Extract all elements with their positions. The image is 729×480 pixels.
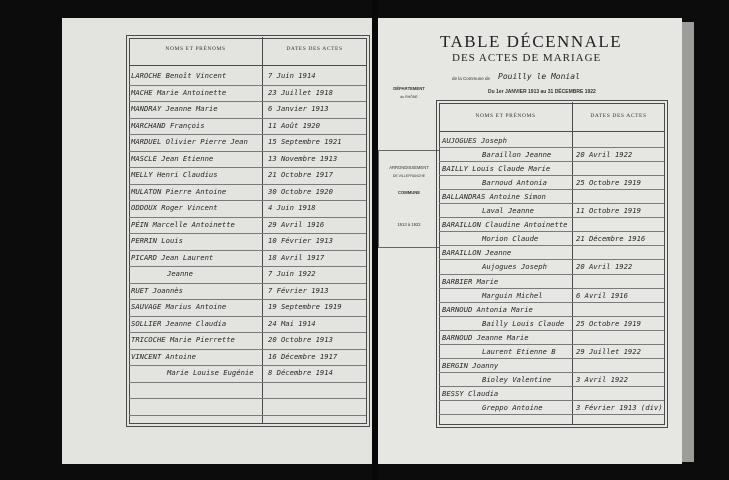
period: Du 1er JANVIER 1913 au 31 DÉCEMBRE 1922 xyxy=(488,89,596,95)
entry-date: 4 Juin 1918 xyxy=(268,203,316,212)
ruled-line xyxy=(129,398,366,399)
ruled-line xyxy=(439,386,664,387)
ruled-line xyxy=(129,217,366,218)
entry-name: BARBIER Marie xyxy=(442,276,499,286)
entry-name: MARCHAND François xyxy=(131,120,205,130)
entry-name: Greppo Antoine xyxy=(482,402,543,412)
entry-name: MANDRAY Jeanne Marie xyxy=(131,104,218,113)
entry-date: 19 Septembre 1919 xyxy=(268,302,342,311)
entry-date: 13 Novembre 1913 xyxy=(268,153,338,163)
entry-date: 24 Mai 1914 xyxy=(268,318,316,328)
entry-name: ODDOUX Roger Vincent xyxy=(131,203,218,212)
ruled-line xyxy=(439,203,664,204)
right-header-dates: DATES DES ACTES xyxy=(590,113,647,119)
department-sub: du RHÔNE xyxy=(400,95,418,99)
entry-name: Morion Claude xyxy=(482,234,539,244)
ruled-line xyxy=(129,365,366,366)
entry-date: 20 Octobre 1913 xyxy=(268,335,333,344)
entry-name: BARAILLON Jeanne xyxy=(442,248,512,258)
entry-date: 30 Octobre 1920 xyxy=(268,186,333,196)
entry-name: PERRIN Louis xyxy=(131,236,183,245)
right-column-divider xyxy=(572,102,573,424)
page-subtitle: DES ACTES DE MARIAGE xyxy=(452,52,602,64)
ruled-line xyxy=(129,101,366,102)
entry-name: SAUVAGE Marius Antoine xyxy=(131,302,227,311)
entry-date: 21 Décembre 1916 xyxy=(576,234,646,244)
entry-date: 21 Octobre 1917 xyxy=(268,170,333,179)
entry-name: Bailly Louis Claude xyxy=(482,318,565,328)
ruled-line xyxy=(439,274,664,275)
entry-name: MARDUEL Olivier Pierre Jean xyxy=(131,137,248,146)
ruled-line xyxy=(439,358,664,359)
commune-prefix: de la Commune de xyxy=(452,76,491,81)
ruled-line xyxy=(439,414,664,415)
entry-date: 25 Octobre 1919 xyxy=(576,318,641,328)
entry-name: MACHE Marie Antoinette xyxy=(131,87,227,97)
ruled-line xyxy=(439,288,664,289)
entry-date: 16 Décembre 1917 xyxy=(268,351,338,361)
entry-date: 20 Avril 1922 xyxy=(576,262,633,272)
ruled-line xyxy=(129,349,366,350)
entry-name: Jeanne xyxy=(167,269,193,278)
entry-name: PÉIN Marcelle Antoinette xyxy=(131,219,235,229)
entry-date: 7 Février 1913 xyxy=(268,285,329,295)
ruled-line xyxy=(129,134,366,135)
entry-date: 7 Juin 1914 xyxy=(268,71,316,80)
ruled-line xyxy=(129,332,366,333)
ruled-line xyxy=(439,189,664,190)
ruled-line xyxy=(129,200,366,201)
ruled-line xyxy=(129,382,366,383)
entry-date: 18 Avril 1917 xyxy=(268,252,325,262)
ruled-line xyxy=(439,231,664,232)
right-table-frame xyxy=(436,100,668,428)
entry-date: 25 Octobre 1919 xyxy=(576,178,641,188)
entry-name: Aujogues Joseph xyxy=(482,262,547,272)
entry-name: LAROCHE Benoît Vincent xyxy=(131,71,227,80)
entry-date: 20 Avril 1922 xyxy=(576,150,633,160)
entry-date: 6 Janvier 1913 xyxy=(268,104,329,113)
ruled-line xyxy=(129,283,366,284)
entry-date: 29 Juillet 1922 xyxy=(576,346,641,356)
entry-name: BALLANDRAS Antoine Simon xyxy=(442,192,546,202)
entry-name: VINCENT Antoine xyxy=(131,351,196,361)
ruled-line xyxy=(439,147,664,148)
entry-name: BARNOUD Antonia Marie xyxy=(442,304,533,314)
entry-name: Laval Jeanne xyxy=(482,206,534,216)
page-title: TABLE DÉCENNALE xyxy=(440,32,623,51)
entry-date: 8 Décembre 1914 xyxy=(268,368,333,377)
entry-date: 7 Juin 1922 xyxy=(268,269,316,278)
department-label: DÉPARTEMENT xyxy=(393,86,425,91)
entry-name: PICARD Jean Laurent xyxy=(131,252,214,262)
ruled-line xyxy=(439,330,664,331)
commune-label: COMMUNE xyxy=(397,190,421,195)
years-label: 1913 à 1922 xyxy=(397,222,421,227)
ruled-line xyxy=(129,299,366,300)
entry-date: 11 Août 1920 xyxy=(268,120,320,130)
entry-name: Barnoud Antonia xyxy=(482,178,547,188)
entry-name: Marguin Michel xyxy=(482,290,543,300)
ruled-line xyxy=(129,316,366,317)
ruled-line xyxy=(439,245,664,246)
entry-name: Laurent Etienne B xyxy=(482,346,556,356)
commune-name: Pouilly le Monial xyxy=(498,72,580,81)
ruled-line xyxy=(439,400,664,401)
entry-date: 3 Avril 1922 xyxy=(576,374,628,384)
entry-name: RUET Joannès xyxy=(131,285,183,295)
page-edge xyxy=(682,22,694,462)
entry-name: Bioley Valentine xyxy=(482,374,552,384)
ruled-line xyxy=(129,118,366,119)
ruled-line xyxy=(129,184,366,185)
entry-name: BAILLY Louis Claude Marie xyxy=(442,164,551,174)
entry-name: TRICOCHE Marie Pierrette xyxy=(131,335,235,344)
entry-date: 23 Juillet 1918 xyxy=(268,87,333,97)
entry-date: 6 Avril 1916 xyxy=(576,290,628,300)
entry-name: SOLLIER Jeanne Claudia xyxy=(131,318,227,328)
entry-name: BESSY Claudia xyxy=(442,388,499,398)
entry-name: Baraillon Jeanne xyxy=(482,150,552,160)
ruled-line xyxy=(439,344,664,345)
entry-name: BARNOUD Jeanne Marie xyxy=(442,332,529,342)
entry-name: AUJOGUES Joseph xyxy=(442,136,507,145)
entry-name: Marie Louise Eugénie xyxy=(167,368,254,377)
entry-name: MASCLE Jean Etienne xyxy=(131,153,214,163)
left-header-dates: DATES DES ACTES xyxy=(286,46,343,52)
ruled-line xyxy=(129,151,366,152)
ruled-line xyxy=(129,167,366,168)
arrondissement-label: ARRONDISSEMENT xyxy=(389,165,429,170)
ruled-line xyxy=(439,372,664,373)
entry-name: BARAILLON Claudine Antoinette xyxy=(442,220,568,230)
ruled-line xyxy=(129,250,366,251)
ruled-line xyxy=(129,415,366,416)
ruled-line xyxy=(439,302,664,303)
entry-date: 15 Septembre 1921 xyxy=(268,137,342,146)
arrondissement-sub: DE VILLEFRANCHE xyxy=(392,174,426,178)
entry-name: MULATON Pierre Antoine xyxy=(131,186,227,196)
entry-date: 11 Octobre 1919 xyxy=(576,206,641,216)
entry-date: 3 Février 1913 (div) xyxy=(576,402,663,412)
ruled-line xyxy=(439,259,664,260)
ruled-line xyxy=(439,175,664,176)
ruled-line xyxy=(439,161,664,162)
entry-date: 10 Février 1913 xyxy=(268,236,333,245)
ruled-line xyxy=(129,266,366,267)
ruled-line xyxy=(129,85,366,86)
ruled-line xyxy=(439,316,664,317)
entry-name: MELLY Henri Claudius xyxy=(131,170,218,179)
ruled-line xyxy=(129,233,366,234)
left-header-names: NOMS ET PRÉNOMS xyxy=(165,46,226,52)
entry-date: 29 Avril 1916 xyxy=(268,219,325,229)
entry-name: BERGIN Joanny xyxy=(442,360,499,370)
ruled-line xyxy=(439,217,664,218)
right-header-names: NOMS ET PRÉNOMS xyxy=(475,113,536,119)
